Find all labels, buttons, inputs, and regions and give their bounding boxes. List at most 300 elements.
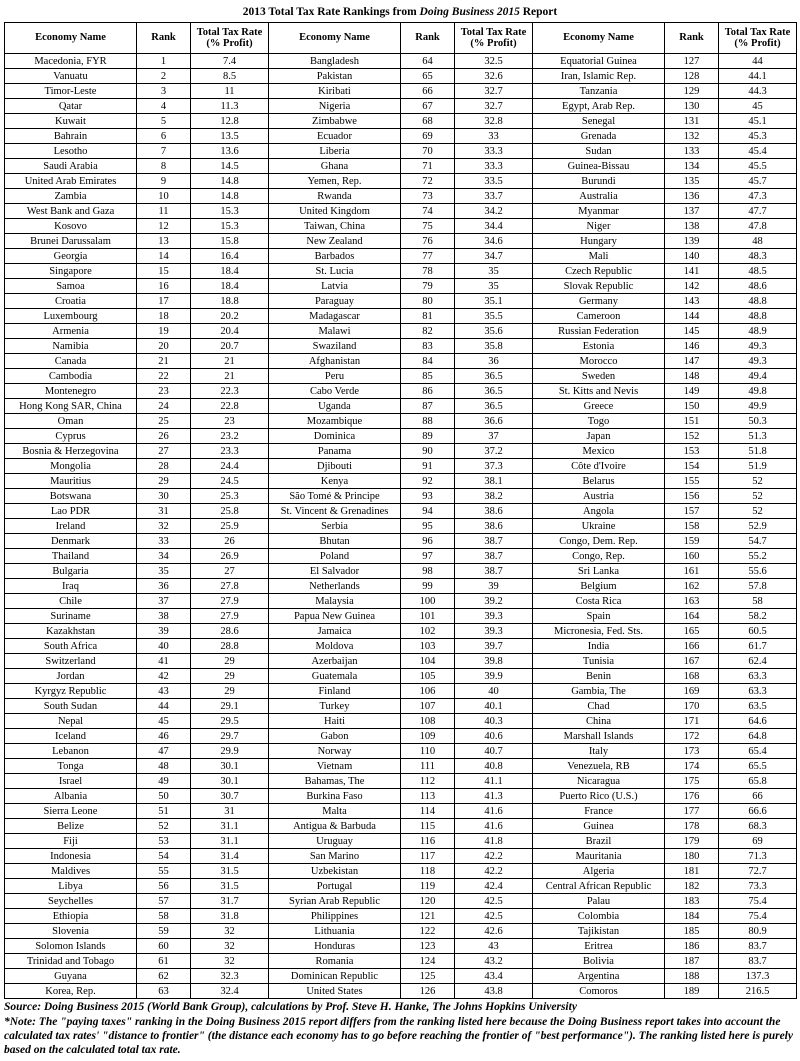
cell-economy-name: Colombia [533, 909, 665, 924]
cell-total-tax-rate: 33.7 [455, 189, 533, 204]
cell-total-tax-rate: 32 [191, 939, 269, 954]
cell-economy-name: Costa Rica [533, 594, 665, 609]
cell-economy-name: Jamaica [269, 624, 401, 639]
cell-rank: 143 [665, 294, 719, 309]
cell-economy-name: Tajikistan [533, 924, 665, 939]
cell-economy-name: Norway [269, 744, 401, 759]
table-row [5, 579, 797, 594]
cell-rank: 55 [137, 864, 191, 879]
cell-total-tax-rate: 34.2 [455, 204, 533, 219]
cell-total-tax-rate: 26 [191, 534, 269, 549]
cell-total-tax-rate: 37.2 [455, 444, 533, 459]
cell-rank: 63 [137, 984, 191, 999]
table-row [5, 429, 797, 444]
cell-economy-name: Sudan [533, 144, 665, 159]
cell-economy-name: Dominica [269, 429, 401, 444]
cell-rank: 70 [401, 144, 455, 159]
cell-total-tax-rate: 50.3 [719, 414, 797, 429]
cell-rank: 6 [137, 129, 191, 144]
cell-rank: 172 [665, 729, 719, 744]
cell-total-tax-rate: 11.3 [191, 99, 269, 114]
cell-economy-name: Bahamas, The [269, 774, 401, 789]
cell-economy-name: Dominican Republic [269, 969, 401, 984]
cell-total-tax-rate: 45.4 [719, 144, 797, 159]
cell-rank: 131 [665, 114, 719, 129]
cell-rank: 9 [137, 174, 191, 189]
title-part-2: Report [519, 6, 558, 18]
cell-rank: 184 [665, 909, 719, 924]
cell-economy-name: Zimbabwe [269, 114, 401, 129]
cell-total-tax-rate: 75.4 [719, 909, 797, 924]
cell-economy-name: Slovenia [5, 924, 137, 939]
cell-economy-name: St. Lucia [269, 264, 401, 279]
cell-economy-name: Suriname [5, 609, 137, 624]
table-row [5, 99, 797, 114]
table-row [5, 714, 797, 729]
cell-rank: 11 [137, 204, 191, 219]
cell-rank: 7 [137, 144, 191, 159]
table-row [5, 774, 797, 789]
cell-total-tax-rate: 36 [455, 354, 533, 369]
cell-rank: 101 [401, 609, 455, 624]
cell-rank: 108 [401, 714, 455, 729]
cell-rank: 60 [137, 939, 191, 954]
cell-total-tax-rate: 30.1 [191, 759, 269, 774]
cell-economy-name: Congo, Dem. Rep. [533, 534, 665, 549]
cell-total-tax-rate: 32.6 [455, 69, 533, 84]
cell-economy-name: Estonia [533, 339, 665, 354]
cell-rank: 104 [401, 654, 455, 669]
cell-rank: 122 [401, 924, 455, 939]
cell-total-tax-rate: 27 [191, 564, 269, 579]
cell-rank: 157 [665, 504, 719, 519]
cell-total-tax-rate: 51.9 [719, 459, 797, 474]
cell-economy-name: Finland [269, 684, 401, 699]
cell-total-tax-rate: 27.9 [191, 594, 269, 609]
cell-economy-name: Rwanda [269, 189, 401, 204]
cell-economy-name: Netherlands [269, 579, 401, 594]
table-row [5, 654, 797, 669]
cell-rank: 24 [137, 399, 191, 414]
table-row [5, 744, 797, 759]
cell-total-tax-rate: 32 [191, 954, 269, 969]
table-row [5, 594, 797, 609]
cell-economy-name: El Salvador [269, 564, 401, 579]
table-row [5, 519, 797, 534]
cell-total-tax-rate: 28.6 [191, 624, 269, 639]
cell-rank: 72 [401, 174, 455, 189]
cell-rank: 35 [137, 564, 191, 579]
cell-total-tax-rate: 14.5 [191, 159, 269, 174]
cell-rank: 17 [137, 294, 191, 309]
cell-economy-name: Hong Kong SAR, China [5, 399, 137, 414]
cell-economy-name: Benin [533, 669, 665, 684]
cell-economy-name: Brunei Darussalam [5, 234, 137, 249]
cell-total-tax-rate: 36.6 [455, 414, 533, 429]
table-row [5, 969, 797, 984]
cell-economy-name: Marshall Islands [533, 729, 665, 744]
cell-total-tax-rate: 29.5 [191, 714, 269, 729]
cell-rank: 179 [665, 834, 719, 849]
cell-total-tax-rate: 48.3 [719, 249, 797, 264]
cell-rank: 144 [665, 309, 719, 324]
cell-rank: 27 [137, 444, 191, 459]
cell-total-tax-rate: 41.6 [455, 819, 533, 834]
cell-rank: 80 [401, 294, 455, 309]
cell-economy-name: Liberia [269, 144, 401, 159]
cell-total-tax-rate: 58 [719, 594, 797, 609]
cell-total-tax-rate: 83.7 [719, 954, 797, 969]
cell-economy-name: Cameroon [533, 309, 665, 324]
cell-economy-name: Sierra Leone [5, 804, 137, 819]
cell-economy-name: Bangladesh [269, 54, 401, 69]
cell-economy-name: Kuwait [5, 114, 137, 129]
cell-economy-name: Guatemala [269, 669, 401, 684]
cell-economy-name: Zambia [5, 189, 137, 204]
header-rate-line1-c: Total Tax Rate [724, 26, 791, 38]
cell-total-tax-rate: 13.5 [191, 129, 269, 144]
cell-rank: 95 [401, 519, 455, 534]
cell-economy-name: Serbia [269, 519, 401, 534]
cell-total-tax-rate: 39.7 [455, 639, 533, 654]
cell-economy-name: Poland [269, 549, 401, 564]
cell-economy-name: Ecuador [269, 129, 401, 144]
cell-economy-name: Mauritania [533, 849, 665, 864]
cell-economy-name: Iceland [5, 729, 137, 744]
cell-economy-name: Greece [533, 399, 665, 414]
table-row [5, 459, 797, 474]
title-part-1: 2013 Total Tax Rate Rankings from [242, 6, 420, 18]
cell-economy-name: Guinea [533, 819, 665, 834]
cell-rank: 137 [665, 204, 719, 219]
cell-total-tax-rate: 42.5 [455, 894, 533, 909]
cell-rank: 182 [665, 879, 719, 894]
cell-economy-name: United Kingdom [269, 204, 401, 219]
table-row [5, 354, 797, 369]
table-row [5, 954, 797, 969]
cell-economy-name: Bolivia [533, 954, 665, 969]
cell-rank: 111 [401, 759, 455, 774]
cell-total-tax-rate: 40.1 [455, 699, 533, 714]
cell-total-tax-rate: 26.9 [191, 549, 269, 564]
cell-economy-name: Seychelles [5, 894, 137, 909]
cell-rank: 173 [665, 744, 719, 759]
cell-total-tax-rate: 42.2 [455, 849, 533, 864]
cell-rank: 107 [401, 699, 455, 714]
cell-total-tax-rate: 75.4 [719, 894, 797, 909]
cell-total-tax-rate: 51.3 [719, 429, 797, 444]
cell-total-tax-rate: 31.8 [191, 909, 269, 924]
cell-economy-name: Honduras [269, 939, 401, 954]
cell-economy-name: Luxembourg [5, 309, 137, 324]
cell-rank: 123 [401, 939, 455, 954]
cell-total-tax-rate: 41.3 [455, 789, 533, 804]
cell-total-tax-rate: 30.1 [191, 774, 269, 789]
cell-total-tax-rate: 7.4 [191, 54, 269, 69]
cell-total-tax-rate: 43.2 [455, 954, 533, 969]
tax-rate-table [4, 22, 797, 999]
table-row [5, 144, 797, 159]
cell-economy-name: Sri Lanka [533, 564, 665, 579]
cell-economy-name: Cabo Verde [269, 384, 401, 399]
cell-economy-name: Kosovo [5, 219, 137, 234]
cell-total-tax-rate: 45.5 [719, 159, 797, 174]
cell-total-tax-rate: 14.8 [191, 174, 269, 189]
cell-economy-name: Taiwan, China [269, 219, 401, 234]
table-row [5, 564, 797, 579]
cell-economy-name: Grenada [533, 129, 665, 144]
cell-total-tax-rate: 41.6 [455, 804, 533, 819]
cell-total-tax-rate: 44.3 [719, 84, 797, 99]
header-rate-3 [719, 23, 797, 54]
cell-total-tax-rate: 45 [719, 99, 797, 114]
cell-total-tax-rate: 38.6 [455, 504, 533, 519]
table-row [5, 174, 797, 189]
cell-total-tax-rate: 40.6 [455, 729, 533, 744]
cell-total-tax-rate: 44.1 [719, 69, 797, 84]
cell-rank: 139 [665, 234, 719, 249]
cell-total-tax-rate: 35.8 [455, 339, 533, 354]
table-row [5, 339, 797, 354]
cell-economy-name: Micronesia, Fed. Sts. [533, 624, 665, 639]
cell-rank: 67 [401, 99, 455, 114]
cell-total-tax-rate: 14.8 [191, 189, 269, 204]
cell-rank: 158 [665, 519, 719, 534]
cell-total-tax-rate: 32 [191, 924, 269, 939]
cell-rank: 99 [401, 579, 455, 594]
cell-rank: 92 [401, 474, 455, 489]
cell-total-tax-rate: 45.7 [719, 174, 797, 189]
cell-rank: 129 [665, 84, 719, 99]
cell-total-tax-rate: 15.8 [191, 234, 269, 249]
cell-rank: 1 [137, 54, 191, 69]
cell-rank: 48 [137, 759, 191, 774]
cell-total-tax-rate: 36.5 [455, 399, 533, 414]
table-header-row [5, 23, 797, 54]
header-economy-1: Economy Name [5, 23, 137, 54]
cell-rank: 125 [401, 969, 455, 984]
table-row [5, 534, 797, 549]
cell-rank: 57 [137, 894, 191, 909]
cell-total-tax-rate: 49.4 [719, 369, 797, 384]
cell-economy-name: Nicaragua [533, 774, 665, 789]
header-rate-line1-a: Total Tax Rate [196, 26, 263, 38]
cell-total-tax-rate: 42.4 [455, 879, 533, 894]
cell-economy-name: Comoros [533, 984, 665, 999]
cell-rank: 32 [137, 519, 191, 534]
cell-total-tax-rate: 61.7 [719, 639, 797, 654]
cell-rank: 183 [665, 894, 719, 909]
cell-rank: 84 [401, 354, 455, 369]
header-rate-line2-a: (% Profit) [206, 38, 253, 50]
cell-economy-name: Hungary [533, 234, 665, 249]
cell-rank: 89 [401, 429, 455, 444]
cell-rank: 180 [665, 849, 719, 864]
cell-rank: 174 [665, 759, 719, 774]
cell-economy-name: West Bank and Gaza [5, 204, 137, 219]
cell-rank: 100 [401, 594, 455, 609]
cell-total-tax-rate: 35 [455, 279, 533, 294]
cell-rank: 12 [137, 219, 191, 234]
cell-rank: 85 [401, 369, 455, 384]
cell-rank: 10 [137, 189, 191, 204]
cell-total-tax-rate: 49.9 [719, 399, 797, 414]
table-row [5, 849, 797, 864]
cell-economy-name: Timor-Leste [5, 84, 137, 99]
cell-total-tax-rate: 41.1 [455, 774, 533, 789]
cell-total-tax-rate: 31.7 [191, 894, 269, 909]
cell-rank: 69 [401, 129, 455, 144]
cell-economy-name: Swaziland [269, 339, 401, 354]
table-row [5, 384, 797, 399]
cell-rank: 121 [401, 909, 455, 924]
header-rate-2 [455, 23, 533, 54]
cell-rank: 43 [137, 684, 191, 699]
cell-economy-name: Myanmar [533, 204, 665, 219]
cell-total-tax-rate: 20.7 [191, 339, 269, 354]
cell-total-tax-rate: 38.7 [455, 549, 533, 564]
cell-total-tax-rate: 32.4 [191, 984, 269, 999]
cell-economy-name: Tanzania [533, 84, 665, 99]
cell-economy-name: Central African Republic [533, 879, 665, 894]
cell-rank: 135 [665, 174, 719, 189]
cell-rank: 93 [401, 489, 455, 504]
table-row [5, 549, 797, 564]
cell-rank: 147 [665, 354, 719, 369]
cell-total-tax-rate: 24.5 [191, 474, 269, 489]
cell-economy-name: Eritrea [533, 939, 665, 954]
cell-economy-name: Italy [533, 744, 665, 759]
cell-economy-name: Egypt, Arab Rep. [533, 99, 665, 114]
cell-total-tax-rate: 40.3 [455, 714, 533, 729]
cell-economy-name: Madagascar [269, 309, 401, 324]
cell-economy-name: Belarus [533, 474, 665, 489]
cell-rank: 65 [401, 69, 455, 84]
cell-economy-name: Mauritius [5, 474, 137, 489]
cell-economy-name: Montenegro [5, 384, 137, 399]
cell-rank: 16 [137, 279, 191, 294]
cell-economy-name: Bulgaria [5, 564, 137, 579]
cell-economy-name: Belgium [533, 579, 665, 594]
cell-total-tax-rate: 32.7 [455, 84, 533, 99]
cell-economy-name: Lesotho [5, 144, 137, 159]
cell-total-tax-rate: 42.5 [455, 909, 533, 924]
cell-total-tax-rate: 39.3 [455, 609, 533, 624]
cell-total-tax-rate: 18.4 [191, 264, 269, 279]
cell-rank: 155 [665, 474, 719, 489]
cell-economy-name: Mozambique [269, 414, 401, 429]
cell-economy-name: Puerto Rico (U.S.) [533, 789, 665, 804]
cell-economy-name: Chile [5, 594, 137, 609]
cell-economy-name: Kazakhstan [5, 624, 137, 639]
cell-rank: 3 [137, 84, 191, 99]
cell-rank: 164 [665, 609, 719, 624]
cell-rank: 46 [137, 729, 191, 744]
cell-rank: 150 [665, 399, 719, 414]
cell-total-tax-rate: 65.8 [719, 774, 797, 789]
cell-total-tax-rate: 29.7 [191, 729, 269, 744]
cell-total-tax-rate: 34.4 [455, 219, 533, 234]
cell-economy-name: San Marino [269, 849, 401, 864]
cell-economy-name: Bahrain [5, 129, 137, 144]
header-rate-1 [191, 23, 269, 54]
cell-rank: 148 [665, 369, 719, 384]
cell-total-tax-rate: 52 [719, 504, 797, 519]
cell-rank: 181 [665, 864, 719, 879]
cell-total-tax-rate: 63.3 [719, 684, 797, 699]
cell-total-tax-rate: 48 [719, 234, 797, 249]
cell-total-tax-rate: 31.1 [191, 819, 269, 834]
header-rate-line2-c: (% Profit) [734, 38, 781, 50]
cell-economy-name: Antigua & Barbuda [269, 819, 401, 834]
cell-total-tax-rate: 33.5 [455, 174, 533, 189]
cell-rank: 140 [665, 249, 719, 264]
cell-rank: 112 [401, 774, 455, 789]
cell-total-tax-rate: 39 [455, 579, 533, 594]
cell-economy-name: Thailand [5, 549, 137, 564]
cell-total-tax-rate: 32.3 [191, 969, 269, 984]
cell-rank: 13 [137, 234, 191, 249]
cell-total-tax-rate: 39.9 [455, 669, 533, 684]
cell-economy-name: United States [269, 984, 401, 999]
cell-economy-name: Equatorial Guinea [533, 54, 665, 69]
table-row [5, 699, 797, 714]
page-title [4, 6, 796, 19]
cell-economy-name: China [533, 714, 665, 729]
cell-rank: 116 [401, 834, 455, 849]
cell-total-tax-rate: 71.3 [719, 849, 797, 864]
table-row [5, 369, 797, 384]
cell-economy-name: Ukraine [533, 519, 665, 534]
cell-total-tax-rate: 65.5 [719, 759, 797, 774]
cell-economy-name: Moldova [269, 639, 401, 654]
cell-economy-name: Iran, Islamic Rep. [533, 69, 665, 84]
table-row [5, 129, 797, 144]
cell-total-tax-rate: 37.3 [455, 459, 533, 474]
cell-rank: 118 [401, 864, 455, 879]
cell-rank: 23 [137, 384, 191, 399]
cell-total-tax-rate: 25.9 [191, 519, 269, 534]
cell-total-tax-rate: 47.8 [719, 219, 797, 234]
cell-economy-name: United Arab Emirates [5, 174, 137, 189]
cell-rank: 160 [665, 549, 719, 564]
cell-rank: 124 [401, 954, 455, 969]
cell-total-tax-rate: 68.3 [719, 819, 797, 834]
cell-economy-name: India [533, 639, 665, 654]
cell-total-tax-rate: 52.9 [719, 519, 797, 534]
cell-economy-name: Barbados [269, 249, 401, 264]
cell-economy-name: Azerbaijan [269, 654, 401, 669]
cell-total-tax-rate: 63.5 [719, 699, 797, 714]
cell-rank: 159 [665, 534, 719, 549]
cell-economy-name: Kyrgyz Republic [5, 684, 137, 699]
cell-total-tax-rate: 20.2 [191, 309, 269, 324]
cell-total-tax-rate: 38.7 [455, 564, 533, 579]
cell-rank: 61 [137, 954, 191, 969]
cell-rank: 78 [401, 264, 455, 279]
cell-rank: 38 [137, 609, 191, 624]
cell-rank: 19 [137, 324, 191, 339]
cell-total-tax-rate: 48.8 [719, 294, 797, 309]
cell-economy-name: Syrian Arab Republic [269, 894, 401, 909]
cell-total-tax-rate: 66.6 [719, 804, 797, 819]
cell-total-tax-rate: 33.3 [455, 144, 533, 159]
cell-total-tax-rate: 51.8 [719, 444, 797, 459]
cell-economy-name: Ireland [5, 519, 137, 534]
cell-economy-name: Vietnam [269, 759, 401, 774]
cell-rank: 21 [137, 354, 191, 369]
table-row [5, 504, 797, 519]
